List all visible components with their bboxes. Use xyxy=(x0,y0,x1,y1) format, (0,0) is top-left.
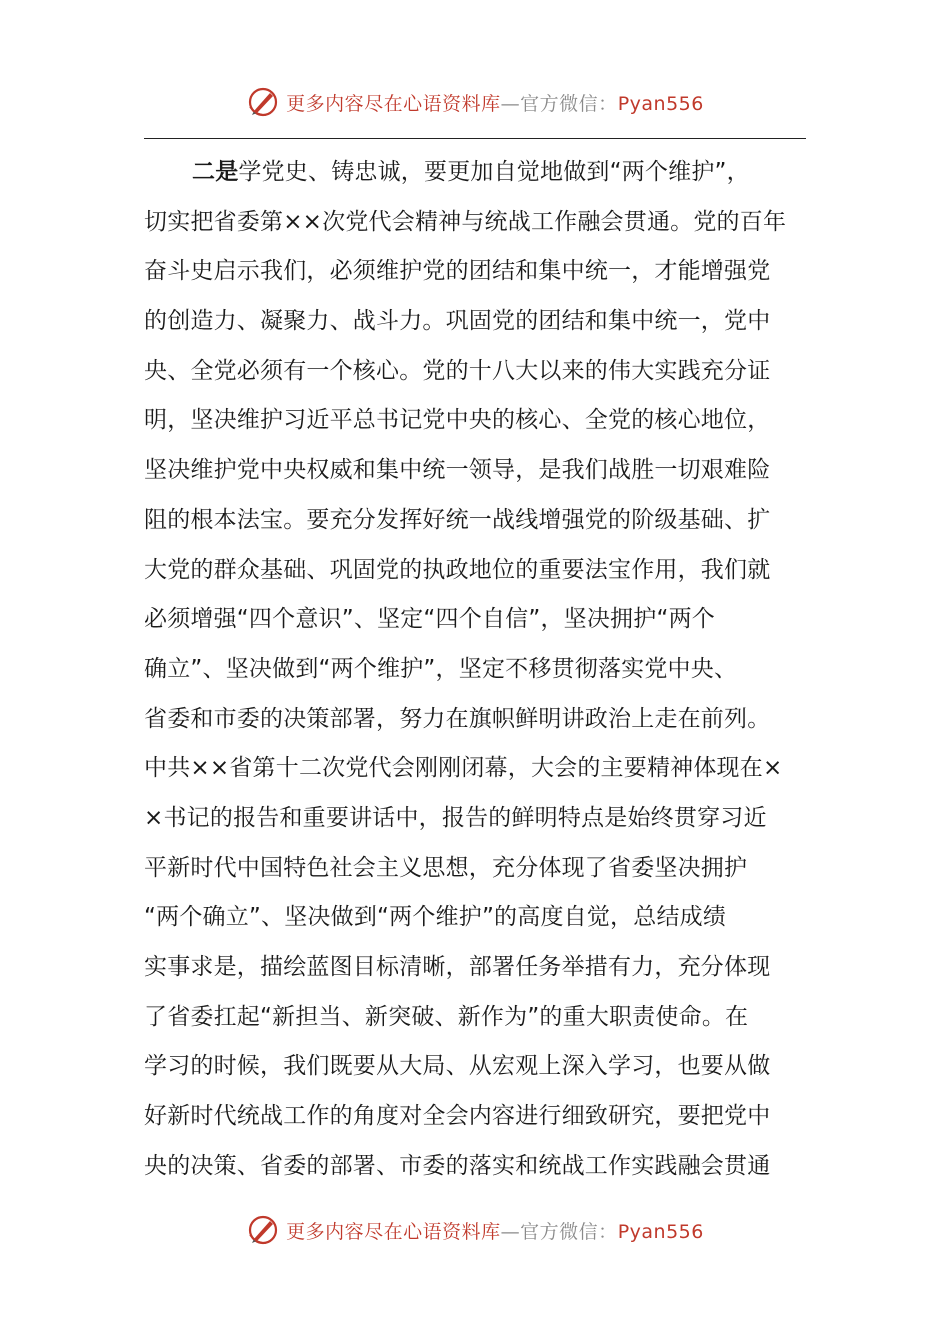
paragraph-line: 学习的时候，我们既要从大局、从宏观上深入学习，也要从做 xyxy=(144,1053,771,1080)
paragraph-line: “两个确立”、坚决做到“两个维护”的高度自觉，总结成绩 xyxy=(144,904,727,931)
paragraph-line: 了省委扛起“新担当、新突破、新作为”的重大职责使命。在 xyxy=(144,1003,749,1030)
footer-banner xyxy=(0,1208,950,1252)
banner-text xyxy=(286,1217,704,1244)
paragraph-line: ×书记的报告和重要讲话中，报告的鲜明特点是始终贯穿习近 xyxy=(144,804,767,831)
header-divider xyxy=(144,138,806,139)
lead-bold-text: 二是 xyxy=(192,159,239,185)
paragraph-line: 省委和市委的决策部署，努力在旗帜鲜明讲政治上走在前列。 xyxy=(144,705,771,732)
banner-dash: — xyxy=(500,1220,521,1243)
paragraph-line: 明，坚决维护习近平总书记党中央的核心、全党的核心地位， xyxy=(144,407,771,434)
banner-wechat-id: Pyan556 xyxy=(617,1220,704,1243)
paragraph-line: 中共××省第十二次党代会刚刚闭幕，大会的主要精神体现在× xyxy=(144,755,783,782)
header-banner xyxy=(0,80,950,124)
document-body xyxy=(144,148,806,1191)
paragraph-line xyxy=(144,148,806,198)
paragraph-line: 大党的群众基础、巩固党的执政地位的重要法宝作用，我们就 xyxy=(144,556,771,583)
banner-dash: — xyxy=(500,92,521,115)
paragraph-line: 确立”、坚决做到“两个维护”，坚定不移贯彻落实党中央、 xyxy=(144,655,738,682)
paragraph-line: 切实把省委第××次党代会精神与统战工作融会贯通。党的百年 xyxy=(144,208,787,235)
paragraph-line: 坚决维护党中央权威和集中统一领导，是我们战胜一切艰难险 xyxy=(144,457,771,484)
banner-wechat-id: Pyan556 xyxy=(617,92,704,115)
paragraph-line: 奋斗史启示我们，必须维护党的团结和集中统一，才能增强党 xyxy=(144,258,771,285)
paragraph-line: 央、全党必须有一个核心。党的十八大以来的伟大实践充分证 xyxy=(144,357,771,384)
paragraph-line: 阻的根本法宝。要充分发挥好统一战线增强党的阶级基础、扩 xyxy=(144,506,771,533)
line-text: 学党史、铸忠诚，要更加自觉地做到“两个维护”， xyxy=(238,159,750,185)
paragraph-line: 实事求是，描绘蓝图目标清晰，部署任务举措有力，充分体现 xyxy=(144,954,771,980)
paragraph-line: 的创造力、凝聚力、战斗力。巩固党的团结和集中统一，党中 xyxy=(144,308,771,335)
banner-wechat-label: 官方微信： xyxy=(520,92,618,115)
pen-logo-icon xyxy=(246,1213,280,1247)
banner-text xyxy=(286,89,704,116)
paragraph-line: 央的决策、省委的部署、市委的落实和统战工作实践融会贯通 xyxy=(144,1152,771,1179)
paragraph-line: 必须增强“四个意识”、坚定“四个自信”，坚决拥护“两个 xyxy=(144,606,715,633)
paragraph-line: 平新时代中国特色社会主义思想，充分体现了省委坚决拥护 xyxy=(144,854,748,881)
banner-wechat-label: 官方微信： xyxy=(520,1220,618,1243)
paragraph-line: 好新时代统战工作的角度对全会内容进行细致研究，要把党中 xyxy=(144,1103,771,1130)
pen-logo-icon xyxy=(246,85,280,119)
banner-site-name: 更多内容尽在心语资料库 xyxy=(286,1220,501,1243)
banner-site-name: 更多内容尽在心语资料库 xyxy=(286,92,501,115)
